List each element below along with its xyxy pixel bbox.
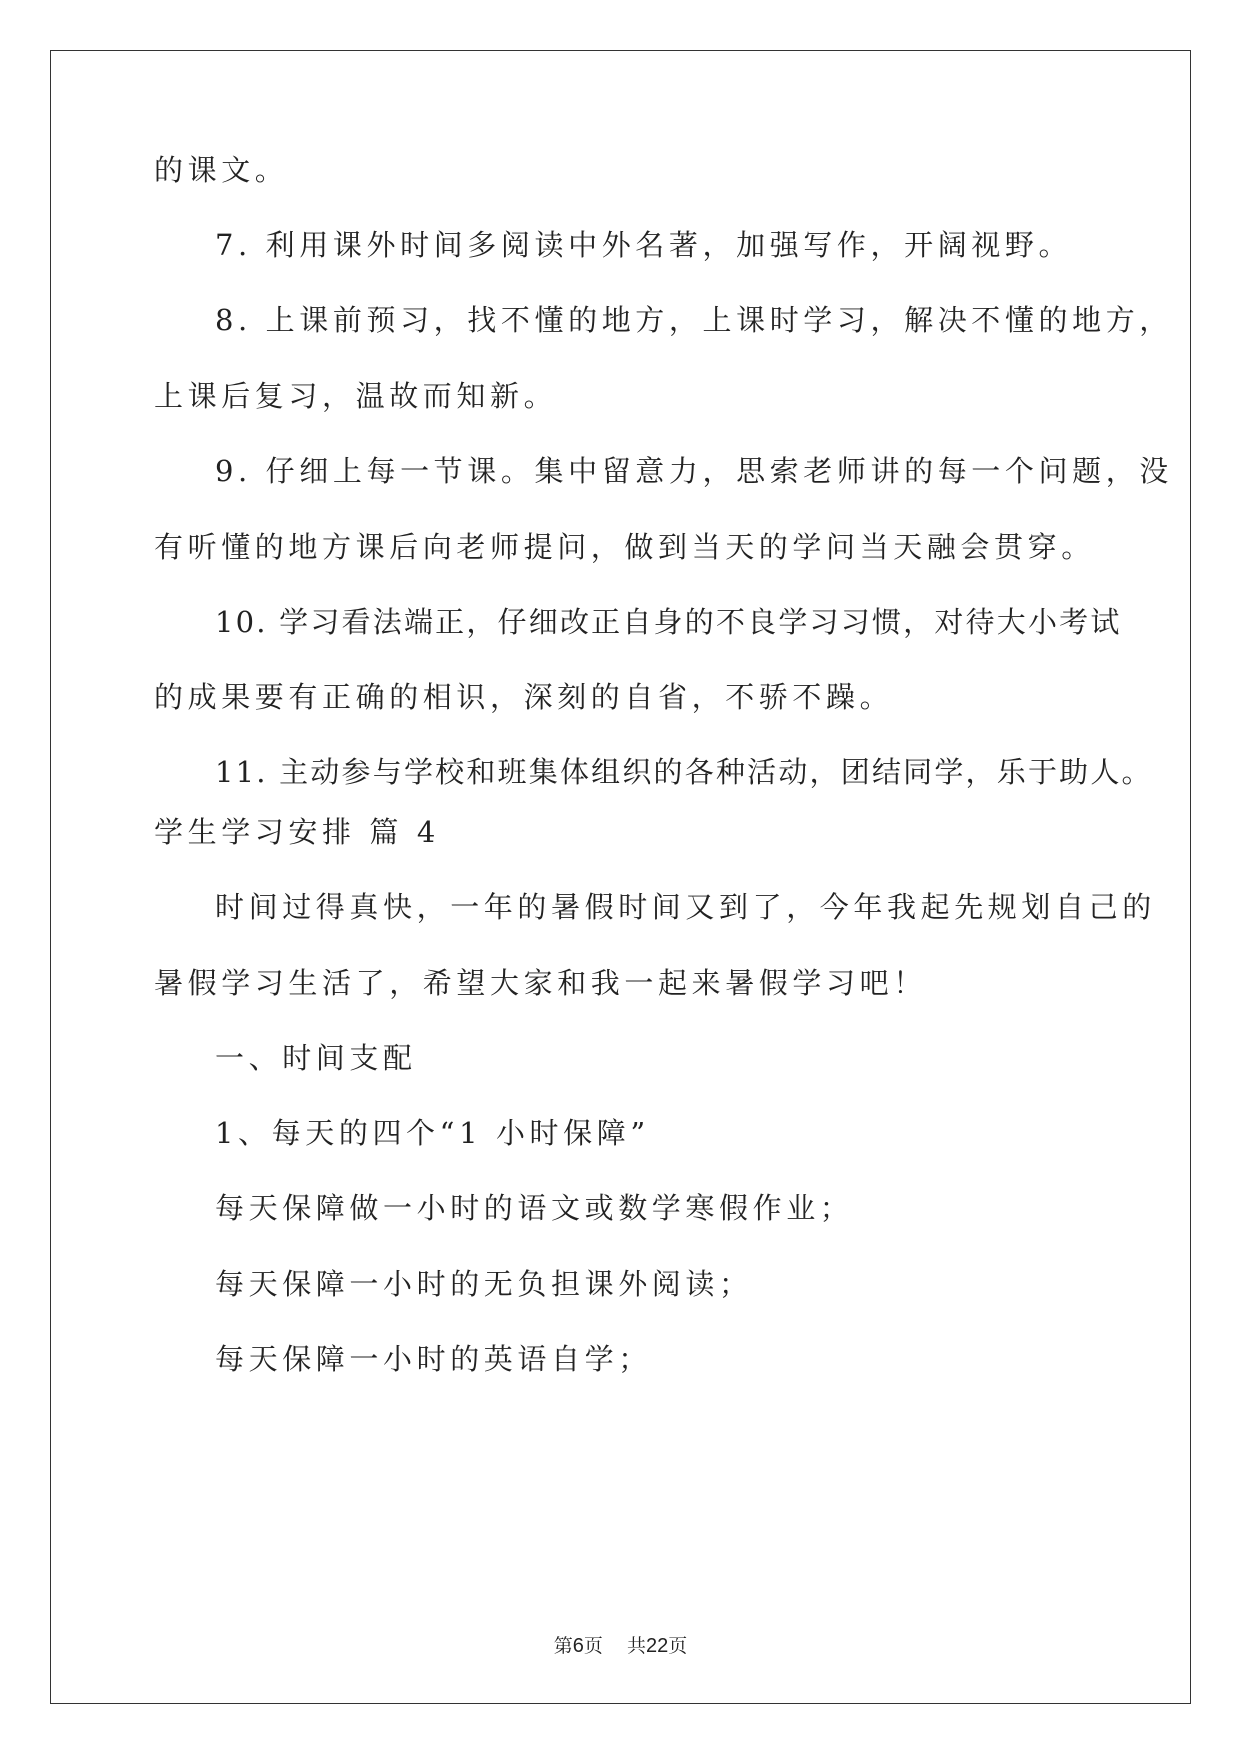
text-line-6: 有听懂的地方课后向老师提问，做到当天的学问当天融会贯穿。 — [154, 530, 1095, 564]
text-line-3: 8. 上课前预习，找不懂的地方，上课时学习，解决不懂的地方， — [215, 303, 1173, 337]
text-line-14: 1、每天的四个“1 小时保障” — [215, 1116, 650, 1150]
text-line-4: 上课后复习，温故而知新。 — [154, 379, 558, 413]
page-frame — [50, 50, 1191, 1704]
footer-page-number: 6 — [572, 1635, 584, 1657]
text-line-9: 11. 主动参与学校和班集体组织的各种活动，团结同学，乐于助人。 — [215, 755, 1153, 789]
footer-prefix: 第 — [553, 1635, 573, 1657]
text-line-11: 时间过得真快，一年的暑假时间又到了，今年我起先规划自己的 — [215, 890, 1156, 924]
text-line-5: 9. 仔细上每一节课。集中留意力，思索老师讲的每一个问题，没 — [215, 454, 1173, 488]
text-line-15: 每天保障做一小时的语文或数学寒假作业； — [215, 1191, 854, 1225]
text-line-12: 暑假学习生活了，希望大家和我一起来暑假学习吧！ — [154, 966, 927, 1000]
footer-total-pages: 22 — [646, 1635, 669, 1657]
text-line-17: 每天保障一小时的英语自学； — [215, 1342, 652, 1376]
page-footer — [0, 1634, 1241, 1658]
text-line-8: 的成果要有正确的相识，深刻的自省，不骄不躁。 — [154, 680, 894, 714]
section-heading: 学生学习安排 篇 4 — [154, 815, 440, 849]
text-line-7: 10. 学习看法端正，仔细改正自身的不良学习习惯，对待大小考试 — [215, 605, 1122, 639]
text-line-16: 每天保障一小时的无负担课外阅读； — [215, 1267, 753, 1301]
text-line-13: 一、时间支配 — [215, 1041, 417, 1075]
text-line-2: 7. 利用课外时间多阅读中外名著，加强写作，开阔视野。 — [215, 228, 1073, 262]
footer-middle: 页 共 — [583, 1635, 647, 1657]
text-line-1: 的课文。 — [154, 153, 289, 187]
footer-suffix: 页 — [668, 1635, 688, 1657]
